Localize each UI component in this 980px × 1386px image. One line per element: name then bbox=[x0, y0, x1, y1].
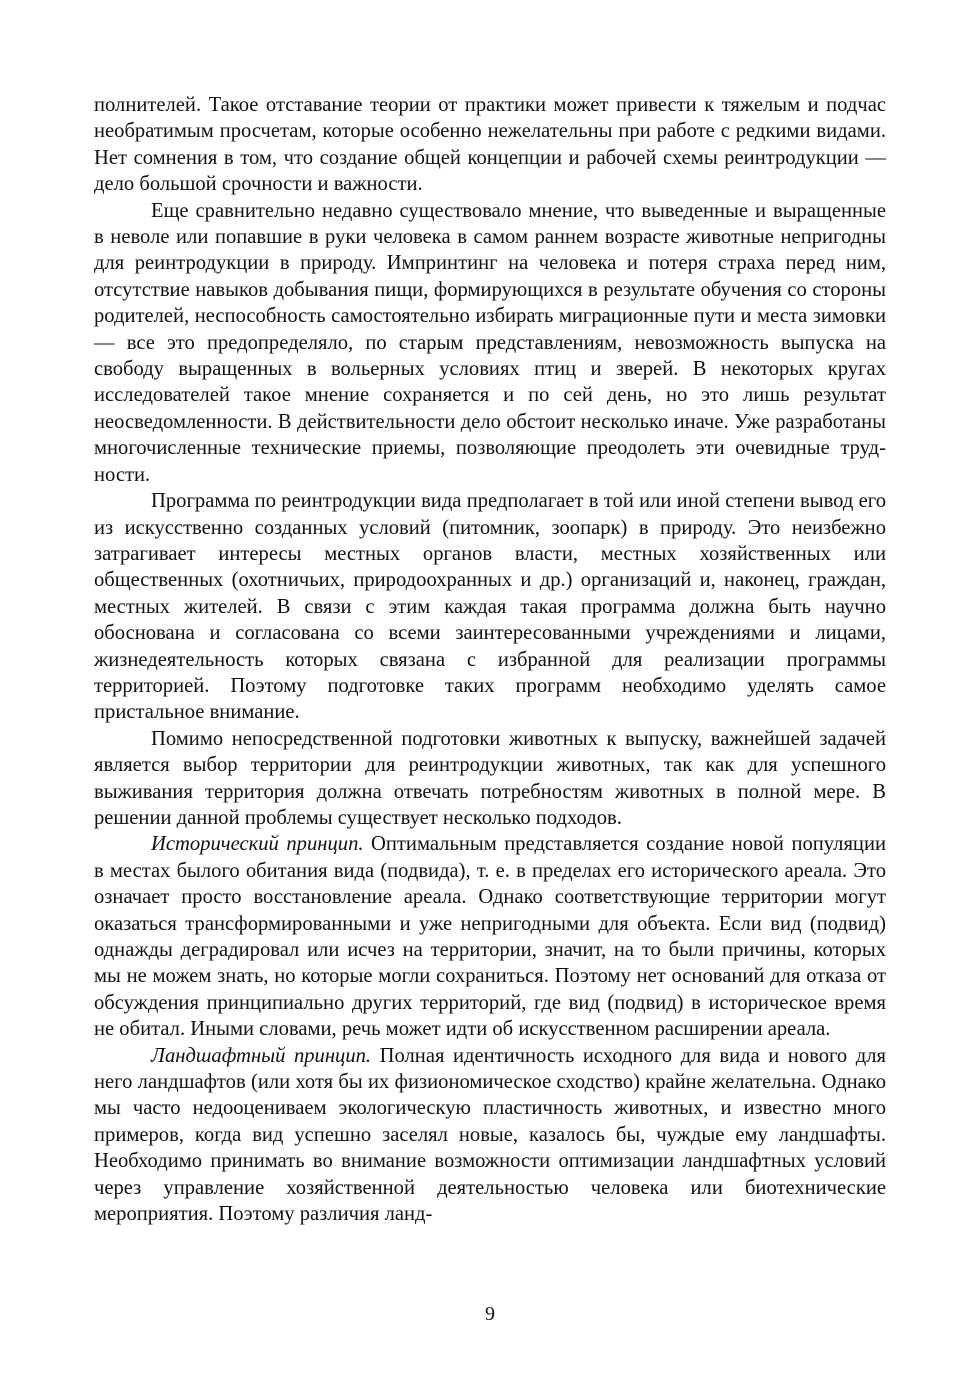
paragraph-1 bbox=[94, 92, 886, 198]
paragraph-6-text: Полная идентичность исходного для вида и нового для него ландшафтов (или хотя бы их физиономическое сходство) крайне желательна. Однако мы часто недооцениваем экологическую пластичность животных, и известно много примеров, когда вид успешно заселял новые, казалось бы, чуждые ему ландшафты. Необходимо принимать во внимание возможности оптимизации ландшафтных условий через управление хозяйственной деятельностью человека или биотехнические мероприятия. Поэтому различия ланд- bbox=[94, 1044, 886, 1226]
paragraph-2 bbox=[94, 198, 886, 488]
paragraph-5-lead: Исторический принцип. bbox=[151, 833, 364, 856]
paragraph-5-text: Оптимальным представляется создание новой популяции в местах былого обитания вида (подвида), т. е. в пределах его исторического ареала. Это означает просто восстановление ареала. Однако соответствующие территории могут оказаться трансформированными и уже непригодными для объекта. Если вид (подвид) однажды деградировал или исчез на территории, значит, на то были причины, которых мы не можем знать, но которые могли сохраниться. Поэтому нет оснований для отказа от обсуждения принципиально других территорий, где вид (подвид) в историческое время не обитал. Иными словами, речь может идти об искусственном расширении ареала. bbox=[94, 833, 886, 1041]
page-body bbox=[94, 92, 886, 1227]
paragraph-6 bbox=[94, 1043, 886, 1228]
paragraph-1-text: полнителей. Такое отставание теории от практики может привести к тяжелым и подчас необратимым просчетам, которые особенно нежелательны при работе с редкими видами. Нет сомнения в том, что создание общей концепции и рабочей схемы реинтродукции — дело большой срочности и важности. bbox=[94, 94, 886, 196]
paragraph-4-text: Помимо непосредственной подготовки животных к выпуску, важнейшей задачей является выбор территории для реинтродукции животных, так как для успешного выживания территория должна отвечать потребностям животных в полной мере. В решении данной проблемы существует несколько подходов. bbox=[94, 727, 886, 829]
paragraph-6-lead: Ландшафтный принцип. bbox=[151, 1044, 372, 1067]
paragraph-3 bbox=[94, 488, 886, 726]
paragraph-5 bbox=[94, 831, 886, 1042]
paragraph-4 bbox=[94, 726, 886, 832]
page-number: 9 bbox=[485, 1303, 495, 1325]
paragraph-2-text: Еще сравнительно недавно существовало мнение, что выведенные и выращенные в неволе или попавшие в руки человека в самом раннем возрасте животные непригодны для реинтродукции в природу. Импринтинг на человека и потеря страха перед ним, отсутствие навыков добывания пищи, формирующихся в результате обучения со стороны родителей, неспособность самостоятельно избирать миграционные пути и места зимовки — все это предопределяло, по старым представлениям, невозможность выпуска на свободу выращенных в вольерных условиях птиц и зверей. В некоторых кругах исследователей такое мнение сохраняется и по сей день, но это лишь результат неосведомленности. В действительности дело обстоит несколько иначе. Уже разработаны многочисленные технические приемы, позволяющие преодолеть эти очевидные трудности. bbox=[94, 199, 886, 486]
paragraph-3-text: Программа по реинтродукции вида предполагает в той или иной степени вывод его из искусственно созданных условий (питомник, зоопарк) в природу. Это неизбежно затрагивает интересы местных органов власти, местных хозяйственных или общественных (охотничьих, природоохранных и др.) организаций и, наконец, граждан, местных жителей. В связи с этим каждая такая программа должна быть научно обоснована и согласована со всеми заинтересованными учреждениями и лицами, жизнедеятельность которых связана с избранной для реализации программы территорией. Поэтому подготовке таких программ необходимо уделять самое пристальное внимание. bbox=[94, 490, 886, 724]
